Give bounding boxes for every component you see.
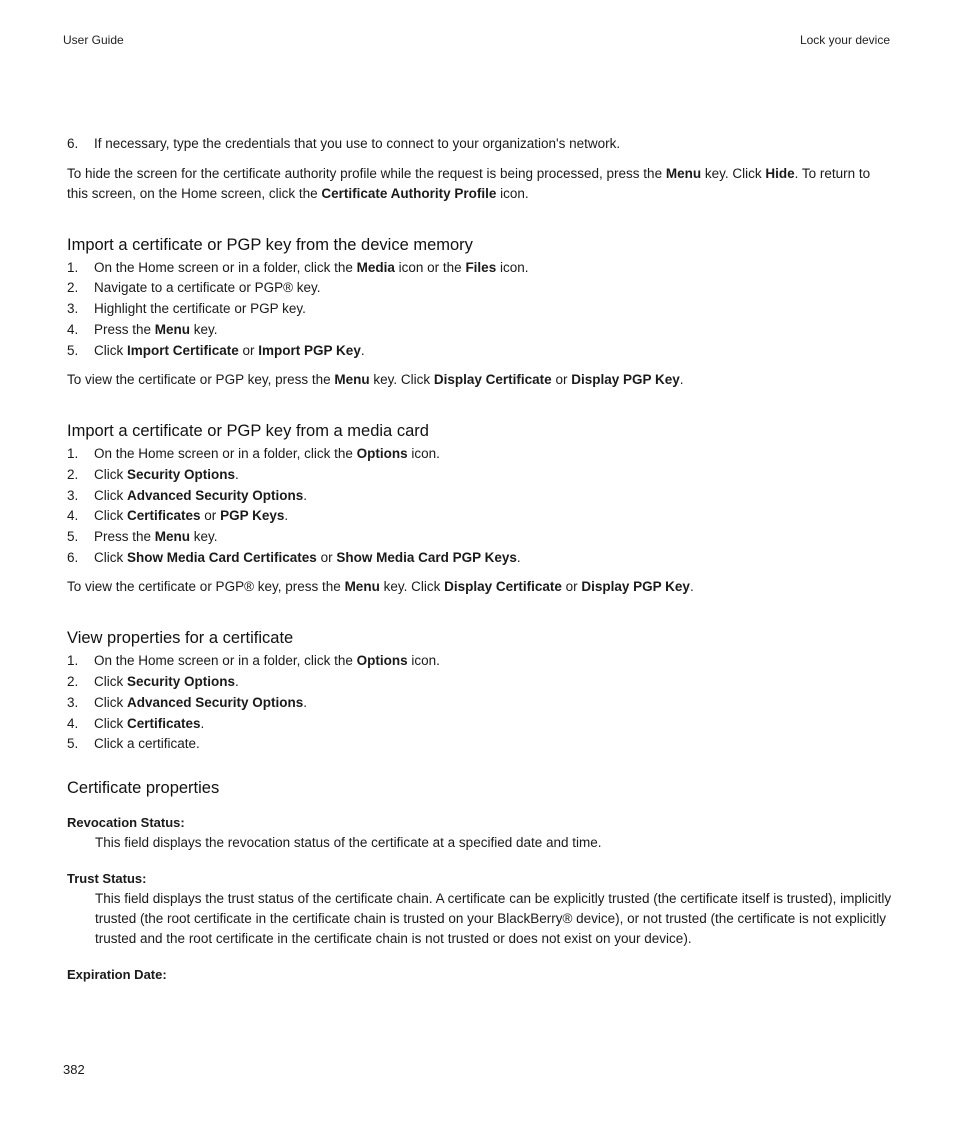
ui-term: Show Media Card Certificates [127,549,317,565]
term-description: This field displays the revocation status of the certificate at a specified date and time. [95,834,602,850]
ui-term: Certificates [127,508,201,524]
ui-term: Options [356,446,408,462]
list-item [67,465,893,486]
text-run: Press the [94,529,155,545]
list-item [67,506,893,527]
ui-term: PGP Keys [220,508,285,524]
list-item [67,672,893,693]
text-run: or [561,579,582,595]
ui-term: Certificates [127,715,201,731]
step-number: 4. [67,321,79,337]
running-header-right: Lock your device [799,33,890,47]
text-run: To view the certificate or PGP® key, press the [67,579,345,595]
text-run: To view the certificate or PGP key, press the [67,372,335,388]
text-run: or [316,549,337,565]
page-content [67,134,893,985]
list-item [67,341,893,362]
text-run: Click [94,674,127,690]
section-heading-view-properties: View properties for a certificate [67,629,294,648]
step-number: 4. [67,715,79,731]
ui-term: Display Certificate [433,372,552,388]
text-run: . [200,715,205,731]
paragraph-hide-screen: To hide the screen for the certificate authority profile while the request is being processed, press the Menu key. Click Hide. To return to this screen, on the Home screen, click the Certificate Authority Profile icon. [67,165,871,201]
text-run: Click [94,487,127,503]
text-run: or [238,342,259,358]
section-heading-media-card: Import a certificate or PGP key from a media card [67,422,429,441]
text-run: icon. [407,446,440,462]
step-number: 1. [67,653,79,669]
term-label: Revocation Status: [67,814,185,830]
step-text [94,467,239,482]
steps-list-media-card [67,444,893,568]
text-run: On the Home screen or in a folder, click the [94,653,357,669]
step-number: 5. [67,736,79,752]
term-definition [67,813,893,853]
text-run: key. Click [379,579,445,595]
step-number: 6. [67,549,79,565]
step-text [94,653,440,668]
ui-term: Advanced Security Options [127,487,304,503]
step-text [94,322,218,337]
step-text: If necessary, type the credentials that you use to connect to your organization's network. [94,136,621,151]
step-number: 5. [67,342,79,358]
text-run: Navigate to a certificate or PGP® key. [94,280,321,296]
ui-term: Display PGP Key [581,579,690,595]
list-item [67,734,893,755]
text-run: Click [94,342,127,358]
ui-term: Import PGP Key [258,342,361,358]
steps-list-view-properties [67,651,893,755]
step-number: 2. [67,674,79,690]
list-item [67,486,893,507]
list-item [67,134,893,155]
text-run: . [235,674,239,690]
step-text [94,343,365,358]
text-run: Click [94,508,127,524]
text-run: . [360,342,365,358]
steps-list-device-memory [67,258,893,362]
ui-term: Media [356,259,395,275]
step-text [94,446,440,461]
ui-term: Import Certificate [127,342,239,358]
text-run: Highlight the certificate or PGP key. [94,301,306,317]
step-number: 3. [67,694,79,710]
text-run: On the Home screen or in a folder, click the [94,446,357,462]
running-header-left: User Guide [63,33,124,47]
ui-term: Security Options [127,466,236,482]
text-run: or [551,372,572,388]
ui-term: Advanced Security Options [127,694,304,710]
text-run: Click [94,549,127,565]
text-run: . [679,372,684,388]
step-text [94,736,200,751]
text-run: key. Click [369,372,434,388]
paragraph-view-key-1 [67,370,893,390]
step-text [94,674,239,689]
section-heading-certificate-properties: Certificate properties [67,778,220,797]
step-number: 5. [67,529,79,545]
text-run: On the Home screen or in a folder, click the [94,259,357,275]
step-number: 2. [67,280,79,296]
list-item [67,258,893,279]
text-run: . [284,508,289,524]
list-item [67,320,893,341]
text-run: Click [94,694,127,710]
text-run: key. [190,529,218,545]
ui-term: Display PGP Key [571,372,680,388]
text-run: . [303,694,308,710]
ui-term: Security Options [127,674,236,690]
ui-term: Menu [154,529,191,545]
text-run: . [689,579,694,595]
term-definition [67,965,893,985]
text-run: Click [94,466,127,482]
ui-term: Menu [344,579,380,595]
step-text [94,301,306,316]
paragraph-view-key-2 [67,577,893,597]
list-item [67,693,893,714]
text-run: icon. [496,259,529,275]
step-text [94,716,204,731]
list-item [67,444,893,465]
term-description: This field displays the trust status of the certificate chain. A certificate can be explicitly trusted (the certificate itself is trusted), implicitly trusted (the root certificate in the certificate chain is trusted on your BlackBerry® device), or not trusted (the certificate is not explicitly trusted and the root certificate in the certificate chain is not trusted or does not exist on your device). [95,890,892,946]
step-number: 2. [67,466,79,482]
list-item [67,299,893,320]
text-run: Click [94,715,127,731]
ui-term: Files [465,259,497,275]
text-run: . [235,466,239,482]
text-run: or [200,508,221,524]
term-label: Expiration Date: [67,966,167,982]
step-number: 1. [67,259,79,275]
step-text [94,550,521,565]
ui-term: Menu [154,321,191,337]
text-run: icon. [407,653,440,669]
text-run: Click a certificate. [94,736,200,752]
step-text [94,508,288,523]
step-text [94,260,528,275]
step-number: 6. [67,136,79,151]
term-label: Trust Status: [67,870,147,886]
ui-term: Display Certificate [444,579,562,595]
list-item [67,278,893,299]
ui-term: Options [356,653,408,669]
text-run: . [303,487,308,503]
list-item [67,527,893,548]
page-number: 382 [63,1062,85,1077]
term-definition [67,869,893,949]
step-number: 3. [67,487,79,503]
section-heading-device-memory: Import a certificate or PGP key from the device memory [67,235,473,254]
step-number: 1. [67,446,79,462]
text-run: Press the [94,321,155,337]
step-text [94,695,307,710]
step-text [94,529,218,544]
ui-term: Menu [334,372,370,388]
step-number: 3. [67,301,79,317]
text-run: key. [190,321,218,337]
list-item [67,651,893,672]
list-item [67,548,893,569]
step-text [94,488,307,503]
text-run: . [516,549,521,565]
list-item [67,714,893,735]
step-text [94,280,321,295]
text-run: icon or the [394,259,466,275]
step-number: 4. [67,508,79,524]
ui-term: Show Media Card PGP Keys [336,549,517,565]
